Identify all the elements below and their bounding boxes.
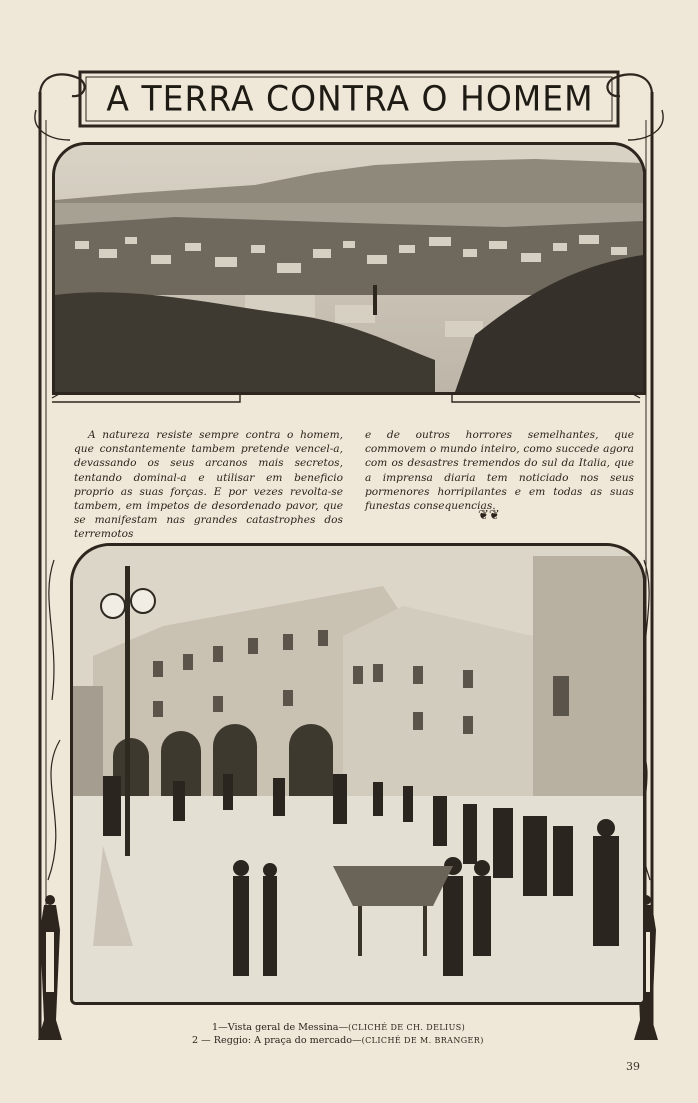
- caption-1-text: 1—Vista geral de Messina—: [212, 1022, 349, 1033]
- photo-reggio-market: [70, 543, 646, 1005]
- photo-captions: [150, 1021, 570, 1047]
- page-number: 39: [626, 1060, 640, 1073]
- paragraph: e de outros horrores semelhantes, que commovem o mundo inteiro, como succede agora com os desastres tremendos do sul da Italia, que a imprensa diaria tem noticiado nos seus pormenores horripilantes e em todas as suas funestas consequencias.: [365, 429, 634, 513]
- page-title: A TERRA CONTRA O HOMEM: [106, 77, 594, 119]
- caption-2-credit: (CLICHÉ DE M. BRANGER): [361, 1036, 484, 1045]
- text-column-2: [365, 428, 634, 542]
- caption-1-credit: (CLICHÉ DE CH. DELIUS): [348, 1023, 466, 1032]
- caption-2-text: 2 — Reggio: A praça do mercado—: [192, 1035, 362, 1046]
- paragraph: A natureza resiste sempre contra o homem, que constantemente tambem pretende vencel-a, devassando os seus arcanos mais secretos, tentando dominal-a e utilisar em beneficio proprio as suas forças. E por vezes revolta-se tambem, em impetos de desordenado pavor, que se manifestam nas grandes catastrophes dos terremotos: [74, 429, 343, 541]
- caption-2: [150, 1034, 570, 1047]
- fleuron-ornament: ❦❦: [478, 508, 500, 523]
- photo-messina-panorama: [52, 142, 646, 395]
- caption-1: [150, 1021, 570, 1034]
- title-banner: [80, 72, 620, 124]
- text-column-1: [74, 428, 343, 542]
- article-text: [74, 428, 634, 542]
